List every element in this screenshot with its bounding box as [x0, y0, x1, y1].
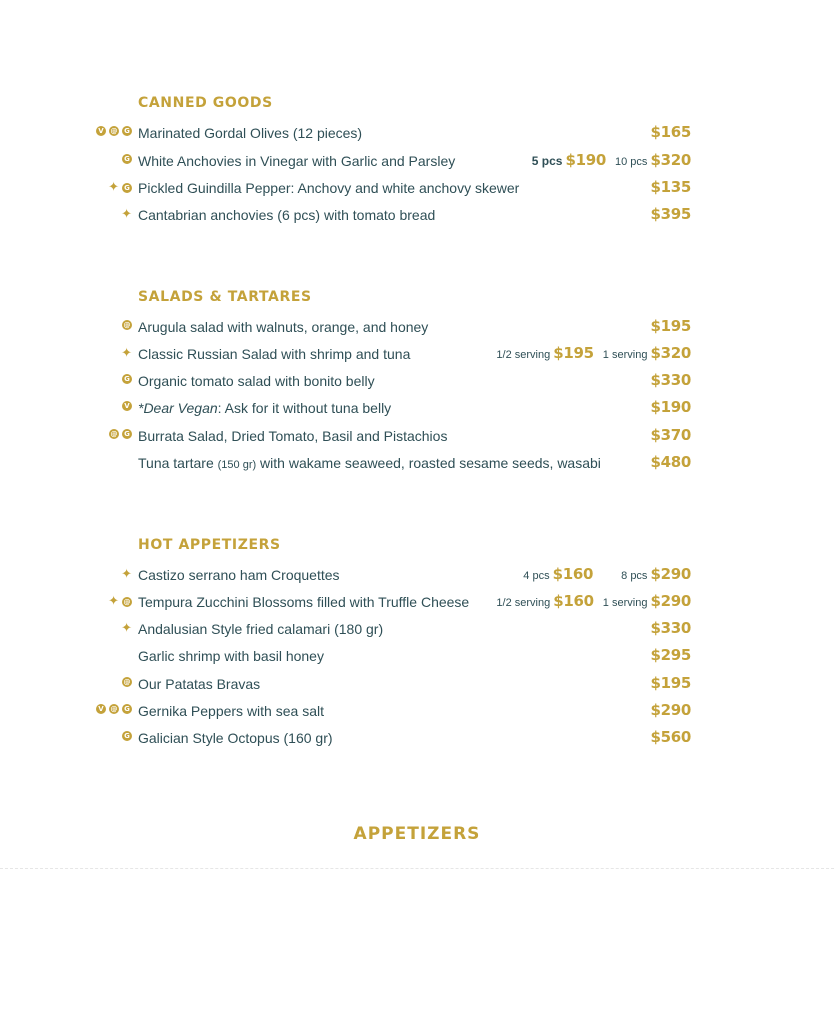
item-name-rest: : Ask for it without tuna belly — [217, 400, 392, 416]
menu-item — [0, 702, 834, 724]
diet-icons — [122, 401, 132, 411]
vegetarian-icon: @ — [110, 127, 118, 135]
item-price-small: $160 — [552, 565, 594, 583]
vegan-icon: V — [96, 126, 106, 136]
item-name: White Anchovies in Vinegar with Garlic and Parsley — [138, 153, 456, 169]
gluten-free-icon: G — [122, 374, 132, 384]
item-name: Tempura Zucchini Blossoms filled with Truffle Cheese — [138, 594, 470, 610]
item-price: $370 — [650, 426, 691, 444]
item-price-large: $320 — [650, 344, 691, 362]
item-name: Classic Russian Salad with shrimp and tuna — [138, 346, 411, 362]
menu-item — [0, 206, 834, 228]
item-name: Castizo serrano ham Croquettes — [138, 567, 340, 583]
item-weight: (150 gr) — [217, 459, 257, 471]
vegetarian-icon: @ — [123, 321, 131, 329]
item-price: $195 — [650, 317, 691, 335]
menu-item — [0, 124, 834, 146]
menu-item — [0, 345, 834, 367]
menu-item — [0, 620, 834, 642]
item-qty-small: 1/2 serving — [496, 349, 551, 361]
signature-star-icon: ✦ — [121, 207, 132, 222]
signature-star-icon: ✦ — [108, 594, 119, 609]
item-name — [138, 399, 391, 417]
gluten-free-icon: G — [122, 126, 132, 136]
diet-icons — [121, 208, 132, 221]
section-title-canned-goods: CANNED GOODS — [138, 95, 273, 111]
diet-icons — [122, 731, 132, 741]
diet-icons — [121, 347, 132, 360]
signature-star-icon: ✦ — [121, 567, 132, 582]
item-name: Cantabrian anchovies (6 pcs) with tomato bread — [138, 207, 436, 223]
section-title-salads-tartares: SALADS & TARTARES — [138, 289, 312, 305]
item-price: $290 — [650, 701, 691, 719]
item-price-large: $290 — [650, 565, 691, 583]
menu-item — [0, 372, 834, 394]
menu-item — [0, 399, 834, 421]
item-price: $195 — [650, 674, 691, 692]
diet-icons — [96, 126, 132, 136]
item-name: Gernika Peppers with sea salt — [138, 703, 324, 719]
item-price-small: $195 — [553, 344, 594, 362]
signature-star-icon: ✦ — [121, 621, 132, 636]
gluten-free-icon: G — [122, 704, 132, 714]
item-price: $560 — [650, 728, 691, 746]
item-name — [138, 454, 601, 474]
item-qty-large: 1 serving — [602, 597, 648, 609]
gluten-free-icon: G — [122, 154, 132, 164]
item-qty-large: 10 pcs — [615, 156, 648, 168]
item-name: Arugula salad with walnuts, orange, and honey — [138, 319, 429, 335]
menu-item — [0, 566, 834, 588]
diet-icons — [121, 622, 132, 635]
item-price: $165 — [650, 123, 691, 141]
diet-icons — [109, 429, 132, 439]
item-name: Marinated Gordal Olives (12 pieces) — [138, 125, 363, 141]
item-name: Andalusian Style fried calamari (180 gr) — [138, 621, 384, 637]
diet-icons — [108, 181, 132, 194]
gluten-free-icon: G — [122, 731, 132, 741]
section-title-hot-appetizers: HOT APPETIZERS — [138, 537, 281, 553]
gluten-free-icon: G — [122, 183, 132, 193]
item-qty-small: 4 pcs — [523, 570, 550, 582]
item-qty-large: 8 pcs — [621, 570, 648, 582]
item-price: $330 — [650, 619, 691, 637]
menu-item — [0, 427, 834, 449]
item-name-emphasis: *Dear Vegan — [138, 400, 218, 416]
item-name-part: with wakame seaweed, roasted sesame seeds, wasabi — [256, 455, 601, 471]
menu-item — [0, 729, 834, 751]
item-price-large: $320 — [650, 151, 691, 169]
item-price-small: $190 — [565, 151, 607, 169]
signature-star-icon: ✦ — [108, 180, 119, 195]
vegetarian-icon: @ — [123, 678, 131, 686]
item-price-large: $290 — [650, 592, 691, 610]
item-price: $295 — [650, 646, 691, 664]
item-price: $330 — [650, 371, 691, 389]
item-qty-small: 1/2 serving — [496, 597, 551, 609]
menu-item — [0, 179, 834, 201]
item-price: $395 — [650, 205, 691, 223]
item-name: Burrata Salad, Dried Tomato, Basil and Pistachios — [138, 428, 448, 444]
item-name: Garlic shrimp with basil honey — [138, 648, 324, 664]
item-price-small: $160 — [553, 592, 594, 610]
menu-item — [0, 318, 834, 340]
item-name: Galician Style Octopus (160 gr) — [138, 730, 333, 746]
diet-icons — [96, 704, 132, 714]
menu-item — [0, 647, 834, 669]
vegan-icon: V — [96, 704, 106, 714]
vegan-icon: V — [122, 401, 132, 411]
menu-item — [0, 454, 834, 476]
menu-item — [0, 675, 834, 697]
diet-icons — [122, 320, 132, 330]
item-price: $190 — [650, 398, 691, 416]
diet-icons — [122, 154, 132, 164]
item-name: Our Patatas Bravas — [138, 676, 261, 692]
signature-star-icon: ✦ — [121, 346, 132, 361]
diet-icons — [121, 568, 132, 581]
footer-section-title: APPETIZERS — [353, 824, 481, 844]
item-qty-large: 1 serving — [602, 349, 648, 361]
page-divider — [0, 868, 834, 869]
vegetarian-icon: @ — [110, 430, 118, 438]
vegetarian-icon: @ — [123, 597, 131, 606]
item-name: Pickled Guindilla Pepper: Anchovy and white anchovy skewer — [138, 180, 520, 196]
diet-icons — [122, 374, 132, 384]
item-price: $480 — [650, 453, 691, 471]
item-name-part: Tuna tartare — [138, 455, 218, 471]
menu-item — [0, 152, 834, 174]
gluten-free-icon: G — [122, 429, 132, 439]
diet-icons — [108, 595, 132, 608]
menu-item — [0, 593, 834, 615]
diet-icons — [122, 677, 132, 687]
item-qty-small: 5 pcs — [531, 154, 563, 168]
item-name: Organic tomato salad with bonito belly — [138, 373, 375, 389]
item-price: $135 — [650, 178, 691, 196]
vegetarian-icon: @ — [110, 705, 118, 713]
